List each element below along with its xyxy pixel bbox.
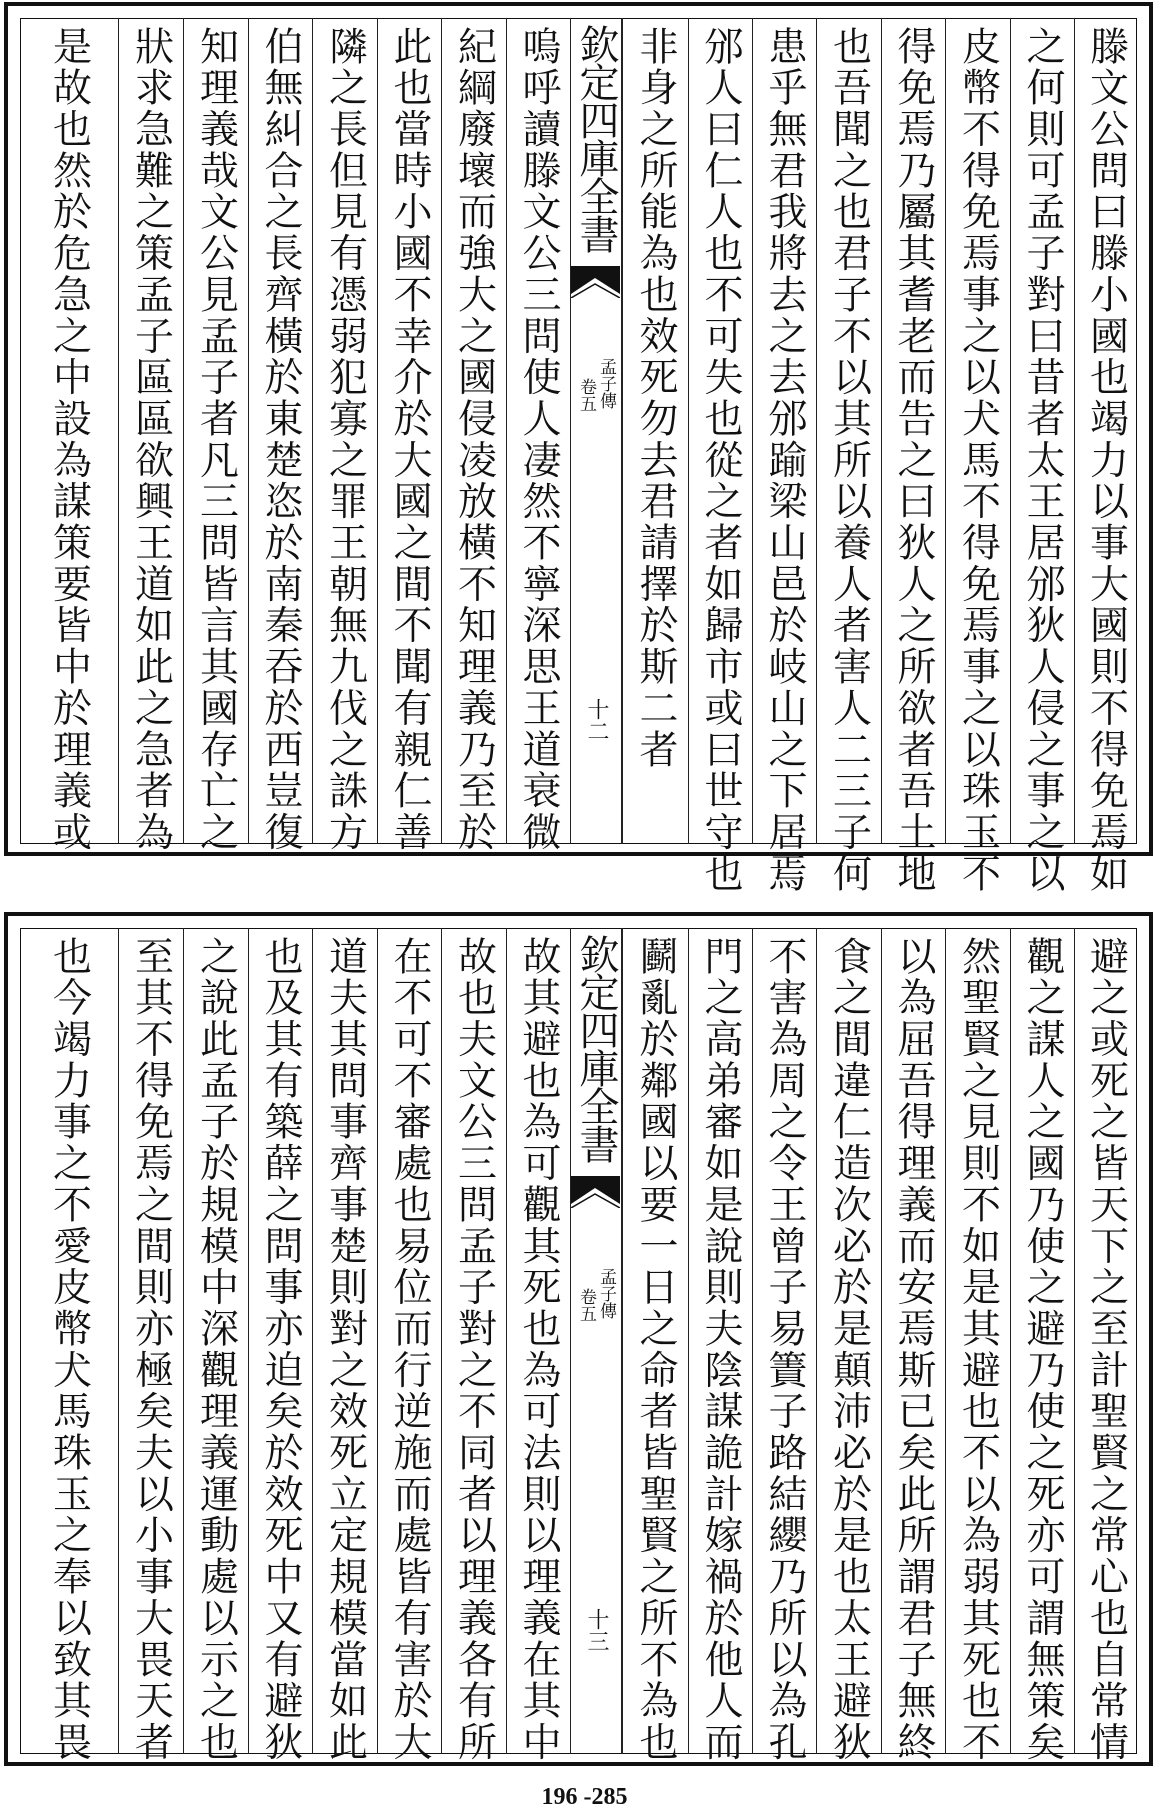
column-text: 門之高弟審如是說則夫陰謀詭計嫁禍於他人而 — [698, 936, 743, 1763]
text-column — [688, 18, 752, 895]
text-column — [816, 18, 881, 895]
text-column — [248, 928, 312, 1763]
page-number: 十三 — [584, 1608, 609, 1652]
column-text: 也今竭力事之不愛皮幣犬馬珠玉之奉以致其畏 — [46, 936, 92, 1763]
fishtail-mark-icon — [571, 1176, 620, 1208]
column-text: 道夫其問事齊事楚則對之效死立定規模當如此 — [322, 936, 368, 1763]
scan-page-reference: 196 -285 — [541, 1784, 628, 1810]
column-text: 是故也然於危急之中設為謀策要皆中於理義或 — [46, 26, 92, 853]
upper-page — [0, 0, 1169, 895]
text-column — [248, 18, 312, 853]
text-column — [118, 928, 183, 1763]
column-text: 以為屈吾得理義而安焉斯已矣此所謂君子無終 — [891, 936, 936, 1763]
book-title: 孟子傳 — [596, 1268, 616, 1319]
column-text: 之說此孟子於規模中深觀理義運動處以示之也 — [193, 936, 239, 1763]
volume-label: 卷五 — [576, 378, 596, 412]
text-column — [377, 928, 441, 1763]
page-frame — [4, 2, 1153, 895]
page-frame — [4, 912, 1153, 1766]
column-text: 知理義哉文公見孟子者凡三問皆言其國存亡之 — [193, 26, 239, 853]
column-text: 觀之謀人之國乃使之避乃使之死亦可謂無策矣 — [1020, 936, 1065, 1763]
column-text: 隣之長但見有憑弱犯寡之罪王朝無九伐之誅方 — [322, 26, 368, 853]
column-text: 邠人曰仁人也不可失也從之者如歸市或曰世守也 — [698, 26, 743, 895]
text-column — [441, 928, 506, 1763]
text-column — [622, 18, 688, 844]
column-text: 皮幣不得免焉事之以犬馬不得免焉事之以珠玉不 — [955, 26, 1001, 895]
volume-label: 卷五 — [576, 1288, 596, 1322]
text-column — [881, 928, 945, 1763]
text-column — [945, 18, 1010, 895]
fishtail-mark-icon — [571, 266, 620, 298]
text-column — [1074, 18, 1137, 895]
column-text: 伯無糾合之長齊橫於東楚恣於南秦吞於西豈復 — [258, 26, 303, 853]
text-column — [816, 928, 881, 1763]
text-column — [377, 18, 441, 853]
lower-page — [0, 910, 1169, 1785]
text-column — [20, 18, 118, 853]
text-column — [1074, 928, 1137, 1763]
text-column — [1010, 18, 1074, 895]
text-column — [506, 18, 570, 853]
text-column — [183, 18, 248, 853]
center-margin-column — [570, 928, 622, 1754]
column-text: 然聖賢之見則不如是其避也不以為弱其死也不 — [955, 936, 1001, 1763]
book-title: 孟子傳 — [596, 358, 616, 409]
column-text: 至其不得免焉之間則亦極矣夫以小事大畏天者 — [128, 936, 174, 1763]
text-column — [20, 928, 118, 1763]
column-text: 得免焉乃屬其耆老而告之曰狄人之所欲者吾土地 — [891, 26, 936, 895]
text-column — [441, 18, 506, 853]
text-column — [183, 928, 248, 1763]
text-column — [752, 18, 816, 895]
column-text: 嗚呼讀滕文公三問使人凄然不寧深思王道衰微 — [516, 26, 561, 853]
column-text: 故也夫文公三問孟子對之不同者以理義各有所 — [451, 936, 497, 1763]
page-number: 十二 — [584, 698, 609, 742]
text-column — [752, 928, 816, 1763]
text-column — [118, 18, 183, 853]
text-column — [688, 928, 752, 1763]
column-text: 不害為周之令王曾子易簀子路結纓乃所以為孔 — [762, 936, 807, 1763]
column-text: 非身之所能為也效死勿去君請擇於斯二者 — [633, 26, 678, 771]
center-margin-column — [570, 18, 622, 844]
column-text: 在不可不審處也易位而行逆施而處皆有害於大 — [387, 936, 432, 1763]
column-text: 食之間違仁造次必於是顛沛必於是也太王避狄 — [826, 936, 872, 1763]
column-text: 鬬亂於鄰國以要一日之命者皆聖賢之所不為也 — [633, 936, 678, 1763]
column-text: 紀綱廢壞而強大之國侵凌放橫不知理義乃至於 — [451, 26, 497, 853]
column-text: 避之或死之皆天下之至計聖賢之常心也自常情 — [1083, 936, 1129, 1763]
text-column — [945, 928, 1010, 1763]
text-column — [881, 18, 945, 895]
column-text: 故其避也為可觀其死也為可法則以理義在其中 — [516, 936, 561, 1763]
text-column — [622, 928, 688, 1763]
text-column — [312, 18, 377, 853]
text-column — [506, 928, 570, 1763]
column-text: 也吾聞之也君子不以其所以養人者害人二三子何 — [826, 26, 872, 895]
series-title: 欽定四庫全書 — [573, 24, 619, 252]
column-text: 之何則可孟子對曰昔者太王居邠狄人侵之事之以 — [1020, 26, 1065, 895]
series-title: 欽定四庫全書 — [573, 934, 619, 1162]
text-column — [312, 928, 377, 1763]
column-text: 滕文公問曰滕小國也竭力以事大國則不得免焉如 — [1083, 26, 1129, 895]
text-column — [1010, 928, 1074, 1763]
column-text: 患乎無君我將去之去邠踰梁山邑於岐山之下居焉 — [762, 26, 807, 895]
column-text: 狀求急難之策孟子區區欲興王道如此之急者為 — [128, 26, 174, 853]
column-text: 也及其有築薛之問事亦迫矣於效死中又有避狄 — [258, 936, 303, 1763]
column-text: 此也當時小國不幸介於大國之間不聞有親仁善 — [387, 26, 432, 853]
